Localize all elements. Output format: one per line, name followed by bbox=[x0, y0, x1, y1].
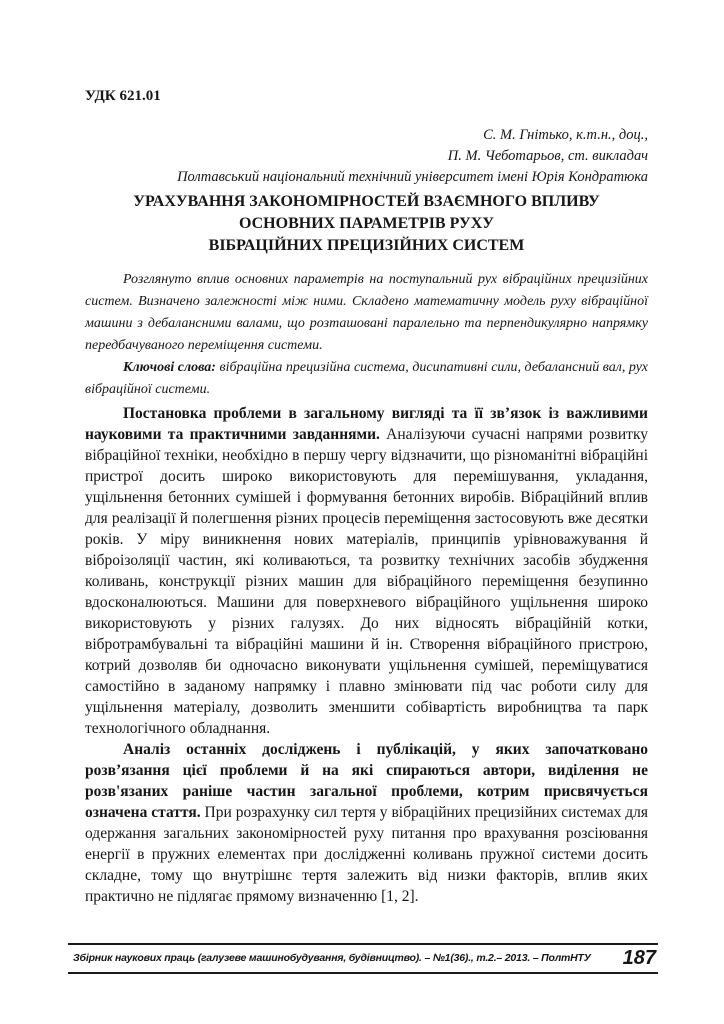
paragraph-analysis bbox=[85, 739, 648, 907]
authors-block bbox=[85, 125, 648, 188]
paragraph-text: Аналізуючи сучасні напрями розвитку вібраційної техніки, необхідно в першу чергу відзначити, що різноманітні вібраційні пристрої досить широко використовують для перемішування, укладання, ущільнення бетонних сумішей і формування бетонних виробів. Вібраційний вплив для реалізації й полегшення різних процесів переміщення застосовують вже десятки років. У міру виникнення нових матеріалів, принципів урівноважування й віброізоляції частин, які коливаються, та розвитку технічних засобів збудження коливань, конструкції різних машин для вібраційного переміщення безупинно вдосконалюються. Машини для поверхневого вібраційного ущільнення широко використовують у різних галузях. До них відносять вібраційній котки, вібротрамбувальні та вібраційні машини й ін. Створення вібраційного пристрою, котрий дозволяв би одночасно виконувати ущільнення сумішей, переміщуватися самостійно в заданому напрямку і плавно змінювати під час роботи силу для ущільнення матеріалу, дозволить зменшити собівартість виробництва та парк технологічного обладнання. bbox=[85, 426, 648, 737]
paragraph-lead: Аналіз останніх досліджень і публікацій, у яких започатковано розв’язання цієї проблеми й на які спираються автори, виділення не розв'язаних раніше частин загальної проблеми, котрим присвячується означена стаття. bbox=[85, 741, 648, 821]
affiliation: Полтавський національний технічний університет імені Юрія Кондратюка bbox=[177, 169, 648, 185]
paragraph-text: При розрахунку сил тертя у вібраційних прецизійних системах для одержання загальних закономірностей руху питання про врахування розсіювання енергії в пружних елементах при дослідженні коливань пружної системи досить складне, тому що внутрішнє тертя залежить від низки факторів, вплив яких практично не підлягає прямому визначенню [1, 2]. bbox=[85, 804, 649, 905]
footer-journal-caption: Збірник наукових праць (галузеве машинобудування, будівництво). – №1(36)., т.2.– 2013. – ПолтНТУ bbox=[73, 952, 591, 964]
footer-page-number: 187 bbox=[622, 947, 656, 969]
keywords-line bbox=[85, 357, 648, 401]
title-line: УРАХУВАННЯ ЗАКОНОМІРНОСТЕЙ ВЗАЄМНОГО ВПЛИВУ bbox=[133, 193, 600, 210]
title-line: ВІБРАЦІЙНИХ ПРЕЦИЗІЙНИХ СИСТЕМ bbox=[208, 237, 525, 254]
paragraph-problem-statement bbox=[85, 403, 648, 739]
article-title bbox=[85, 191, 648, 257]
page-footer bbox=[68, 943, 658, 974]
udc-label: УДК 621.01 bbox=[85, 88, 161, 104]
keywords-text: вібраційна прецизійна система, дисипативні сили, дебалансний вал, рух вібраційної системи. bbox=[85, 360, 648, 397]
title-line: ОСНОВНИХ ПАРАМЕТРІВ РУХУ bbox=[238, 215, 494, 232]
author-line: П. М. Чеботарьов, ст. викладач bbox=[447, 148, 648, 164]
author-line: С. М. Гнітько, к.т.н., доц., bbox=[483, 127, 648, 143]
keywords-label: Ключові слова: bbox=[123, 360, 216, 375]
abstract-text: Розглянуто вплив основних параметрів на поступальний рух вібраційних прецизійних систем. Визначено залежності між ними. Складено математичну модель руху вібраційної машини з дебалансними валами, що розташовані паралельно та перпендикулярно напрямку передбачуваного переміщення системи. bbox=[85, 272, 648, 353]
paragraph-lead: Постановка проблеми в загальному вигляді та її зв’язок із важливими науковими та практичними завданнями. bbox=[85, 405, 648, 443]
